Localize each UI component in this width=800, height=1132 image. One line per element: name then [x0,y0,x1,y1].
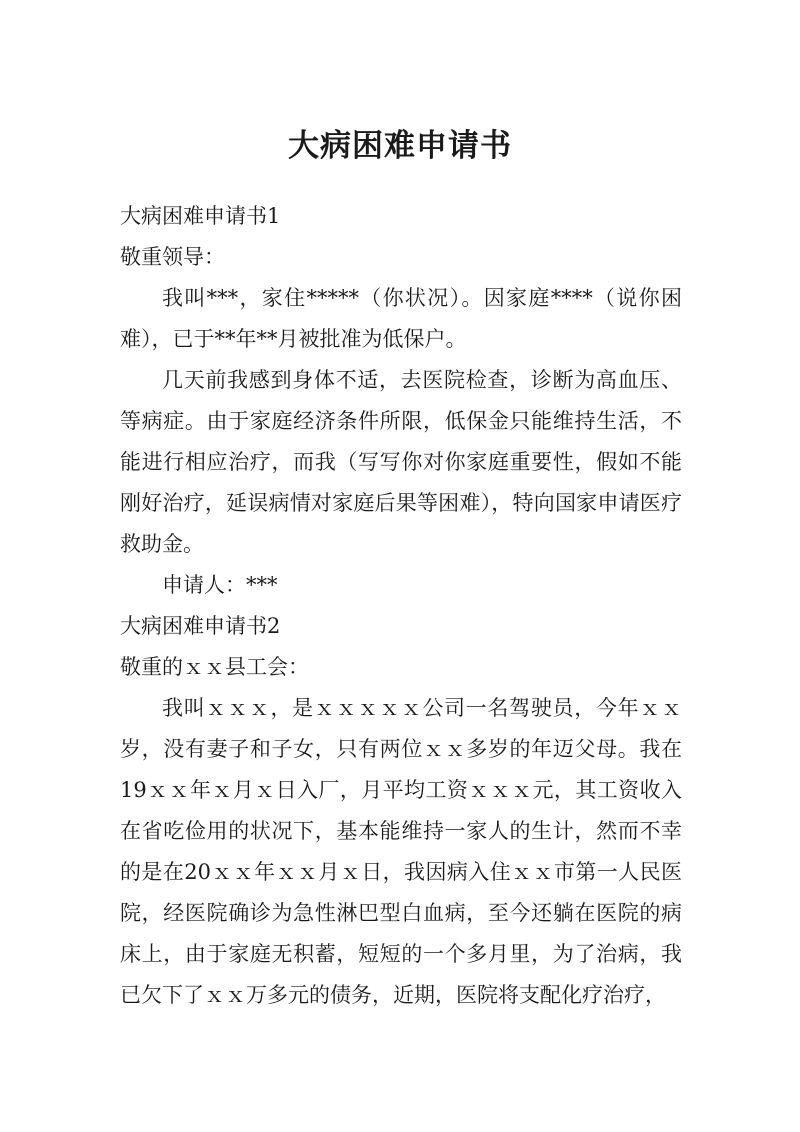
letter1-paragraph: 几天前我感到身体不适，去医院检查，诊断为高血压、等病症。由于家庭经济条件所限，低保金只能维持生活，不能进行相应治疗，而我（写写你对你家庭重要性，假如不能刚好治疗，延误病情对家庭后果等困难），特向国家申请医疗救助金。 [120,368,682,556]
letter1-heading: 大病困难申请书1 [120,204,281,228]
letter1-applicant: 申请人：*** [162,573,278,597]
document-body [120,196,682,1016]
document-title: 大病困难申请书 [288,128,512,164]
letter2-salutation: 敬重的ｘｘ县工会： [120,655,309,679]
letter2-heading: 大病困难申请书2 [120,614,281,638]
letter1-paragraph: 我叫***，家住*****（你状况）。因家庭****（说你困难），已于**年**月被批准为低保户。 [120,286,682,351]
letter2-paragraph: 我叫ｘｘｘ，是ｘｘｘｘｘ公司一名驾驶员，今年ｘｘ岁，没有妻子和子女，只有两位ｘｘ多岁的年迈父母。我在19ｘｘ年ｘ月ｘ日入厂，月平均工资ｘｘｘ元，其工资收入在省吃俭用的状况下，基本能维持一家人的生计，然而不幸的是在20ｘｘ年ｘｘ月ｘ日，我因病入住ｘｘ市第一人民医院，经医院确诊为急性淋巴型白血病，至今还躺在医院的病床上，由于家庭无积蓄，短短的一个多月里，为了治病，我已欠下了ｘｘ万多元的债务，近期，医院将支配化疗治疗， [120,696,682,1007]
letter1-salutation: 敬重领导： [120,245,225,269]
